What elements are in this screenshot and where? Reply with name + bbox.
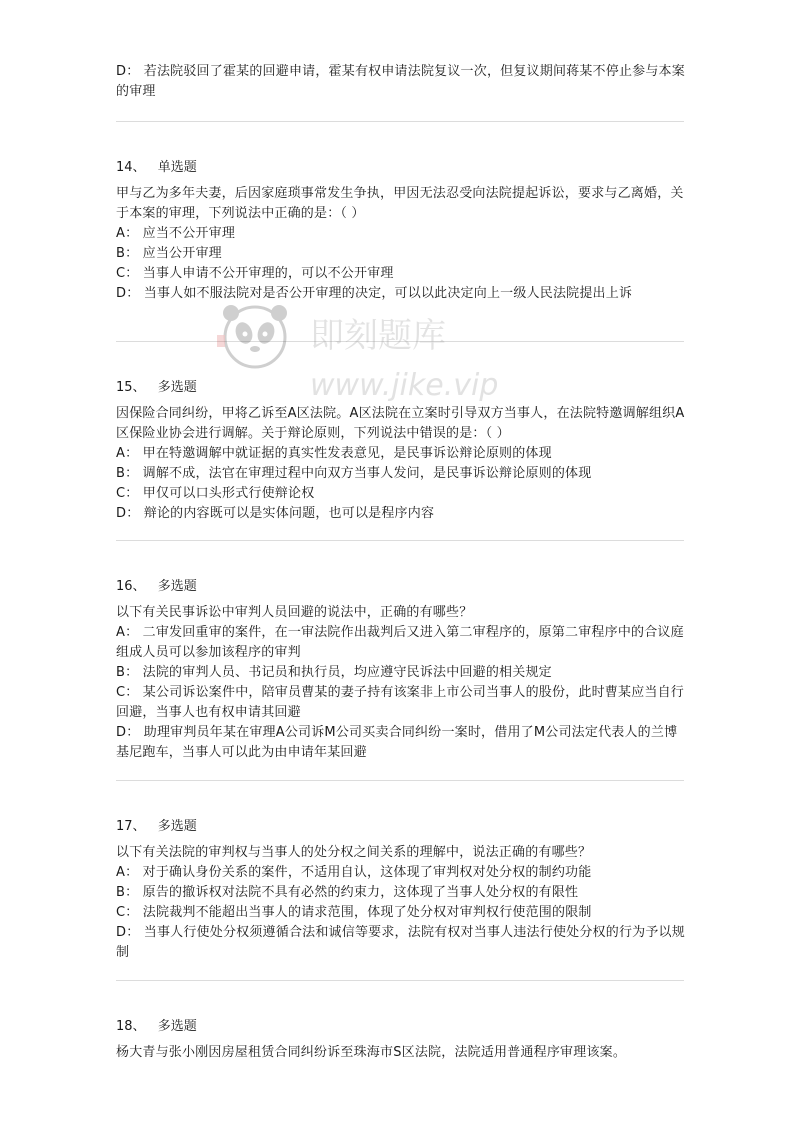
divider: [116, 540, 684, 541]
option-b: B： 应当公开审理: [116, 246, 222, 261]
option-a: A： 对于确认身份关系的案件，不适用自认，这体现了审判权对处分权的制约功能: [116, 865, 592, 880]
question-stem: 以下有关民事诉讼中审判人员回避的说法中，正确的有哪些？: [116, 605, 473, 620]
option-c: C： 法院裁判不能超出当事人的请求范围，体现了处分权对审判权行使范围的限制: [116, 905, 592, 920]
divider: [116, 341, 684, 342]
option-b: B： 原告的撤诉权对法院不具有必然的约束力，这体现了当事人处分权的有限性: [116, 885, 579, 900]
watermark-url: www.jike.vip: [310, 368, 499, 403]
question-type: 多选题: [157, 1019, 197, 1034]
divider: [116, 121, 684, 122]
question-header: [116, 1017, 688, 1037]
question-14: [116, 158, 688, 304]
question-header: [116, 378, 688, 398]
question-type: 多选题: [157, 819, 197, 834]
question-number: 17、: [116, 819, 146, 834]
option-d: D： 助理审判员年某在审理A公司诉M公司买卖合同纠纷一案时，借用了M公司法定代表人的兰博基尼跑车，当事人可以此为由申请年某回避: [116, 725, 678, 760]
option-a: A： 甲在特邀调解中就证据的真实性发表意见，是民事诉讼辩论原则的体现: [116, 446, 552, 461]
question-number: 15、: [116, 380, 146, 395]
option-d: D： 若法院驳回了霍某的回避申请，霍某有权申请法院复议一次，但复议期间蒋某不停止参与本案的审理: [116, 64, 685, 99]
question-type: 多选题: [157, 380, 197, 395]
question-stem: 因保险合同纠纷，甲将乙诉至A区法院。A区法院在立案时引导双方当事人，在法院特邀调解组织A区保险业协会进行调解。关于辩论原则，下列说法中错误的是：（ ）: [116, 406, 685, 441]
option-a: A： 应当不公开审理: [116, 226, 236, 241]
question-header: [116, 577, 688, 597]
question-number: 14、: [116, 160, 146, 175]
option-b: B： 法院的审判人员、书记员和执行员，均应遵守民诉法中回避的相关规定: [116, 665, 552, 680]
question-type: 多选题: [157, 579, 197, 594]
option-a: A： 二审发回重审的案件，在一审法院作出裁判后又进入第二审程序的，原第二审程序中的合议庭组成人员可以参加该程序的审判: [116, 625, 684, 660]
divider: [116, 780, 684, 781]
question-number: 16、: [116, 579, 146, 594]
question-header: [116, 158, 688, 178]
question-15: [116, 378, 688, 524]
prev-question-tail: [116, 62, 688, 102]
option-c: C： 当事人申请不公开审理的，可以不公开审理: [116, 266, 394, 281]
question-18: [116, 1017, 688, 1063]
question-17: [116, 817, 688, 963]
question-16: [116, 577, 688, 763]
option-d: D： 当事人如不服法院对是否公开审理的决定，可以以此决定向上一级人民法院提出上诉: [116, 286, 633, 301]
option-d: D： 当事人行使处分权须遵循合法和诚信等要求，法院有权对当事人违法行使处分权的行为予以规制: [116, 925, 685, 960]
watermark-brand: 即刻题库: [310, 316, 446, 356]
question-number: 18、: [116, 1019, 146, 1034]
option-c: C： 某公司诉讼案件中，陪审员曹某的妻子持有该案非上市公司当事人的股份，此时曹某应当自行回避，当事人也有权申请其回避: [116, 685, 685, 720]
question-type: 单选题: [157, 160, 197, 175]
panda-logo-icon: [217, 305, 287, 367]
divider: [116, 980, 684, 981]
question-stem: 以下有关法院的审判权与当事人的处分权之间关系的理解中，说法正确的有哪些？: [116, 845, 592, 860]
question-stem: 甲与乙为多年夫妻，后因家庭琐事常发生争执，甲因无法忍受向法院提起诉讼，要求与乙离婚，关于本案的审理，下列说法中正确的是：（ ）: [116, 186, 684, 221]
option-c: C： 甲仅可以口头形式行使辩论权: [116, 486, 315, 501]
question-stem: 杨大青与张小刚因房屋租赁合同纠纷诉至珠海市S区法院，法院适用普通程序审理该案。: [116, 1045, 627, 1060]
option-d: D： 辩论的内容既可以是实体问题，也可以是程序内容: [116, 506, 435, 521]
option-b: B： 调解不成，法官在审理过程中向双方当事人发问，是民事诉讼辩论原则的体现: [116, 466, 592, 481]
question-header: [116, 817, 688, 837]
